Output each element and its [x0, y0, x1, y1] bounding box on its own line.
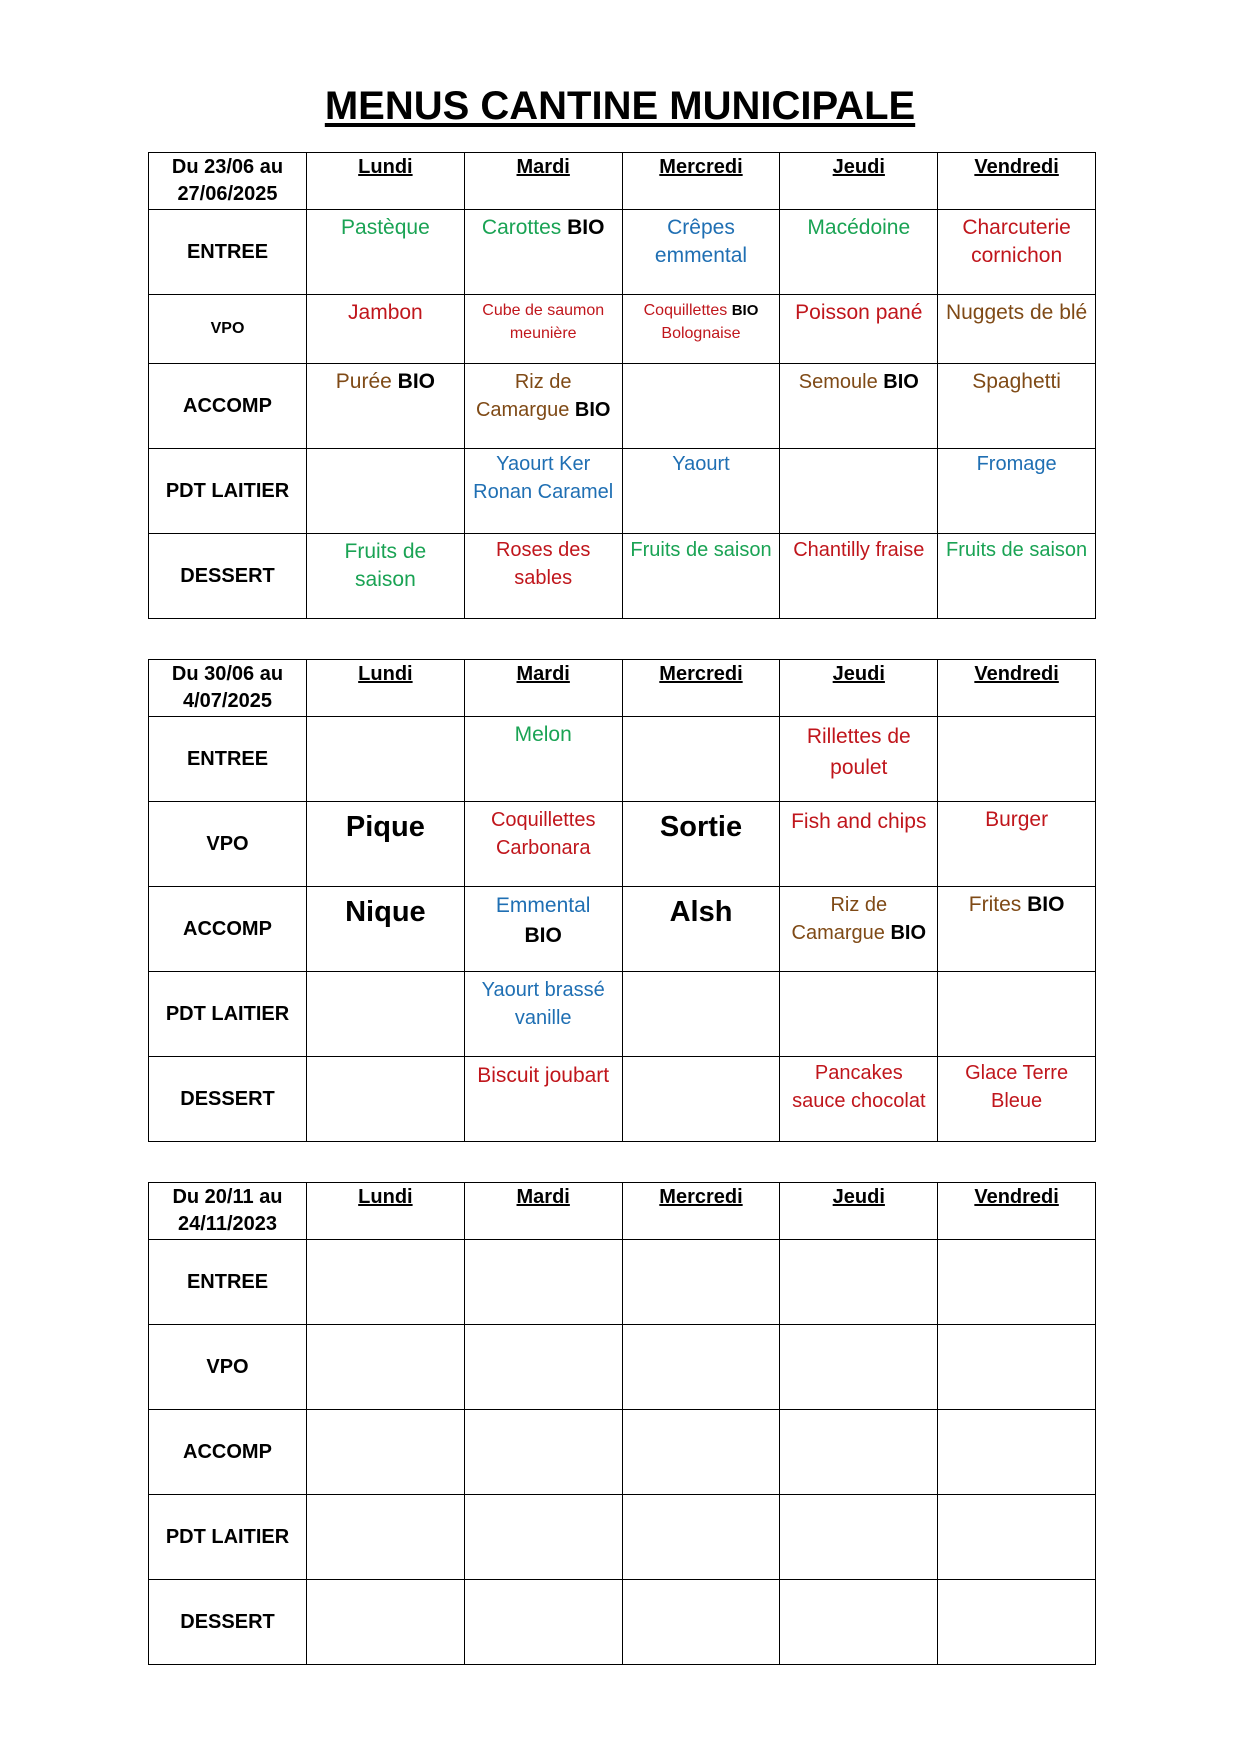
- bio-label: BIO: [731, 302, 759, 319]
- category-label-pdt-laitier: PDT LAITIER: [165, 479, 290, 502]
- row-entree: [149, 210, 1096, 295]
- menu-cell: Nuggets de blé: [945, 301, 1088, 324]
- menu-cell: Melon: [514, 723, 572, 746]
- menu-cell: Fromage: [976, 453, 1057, 475]
- day-header-vendredi: Vendredi: [974, 156, 1059, 178]
- header-row: [149, 153, 1096, 210]
- menu-cell: Spaghetti: [972, 370, 1061, 393]
- category-label-entree: ENTREE: [186, 747, 269, 770]
- category-label-vpo: VPO: [206, 1355, 249, 1378]
- menu-cell: Biscuit joubart: [477, 1064, 610, 1087]
- menu-cell: Roses des sables: [495, 539, 591, 589]
- menu-item-text: Coquillettes: [643, 302, 728, 319]
- menu-table-week2: [148, 659, 1096, 1142]
- week-dates: Du 20/11 au 24/11/2023: [172, 1186, 283, 1235]
- category-label-vpo: VPO: [210, 320, 245, 337]
- bio-label: BIO: [397, 370, 436, 393]
- category-label-dessert: DESSERT: [180, 564, 275, 587]
- menu-cell: Charcuterie cornichon: [962, 216, 1071, 267]
- menu-cell: [938, 887, 1095, 919]
- menu-item-text: Frites: [968, 893, 1022, 916]
- menu-cell: Fish and chips: [791, 810, 927, 833]
- empty-cell: [780, 972, 938, 1057]
- category-label-accomp: ACCOMP: [183, 917, 272, 940]
- menu-cell: [465, 364, 622, 424]
- menu-cell: Cube de saumon meunière: [482, 302, 605, 342]
- menu-cell: [780, 887, 937, 947]
- menu-cell: Pique: [345, 811, 425, 843]
- menu-table-week1: [148, 152, 1096, 619]
- row-entree: [149, 1240, 1096, 1325]
- row-pdt-laitier: [149, 1495, 1096, 1580]
- day-header-mardi: Mardi: [516, 1186, 570, 1208]
- row-dessert: [149, 534, 1096, 619]
- category-label-entree: ENTREE: [186, 240, 269, 263]
- bio-label: BIO: [890, 922, 927, 944]
- menu-cell: Pastèque: [341, 216, 430, 239]
- menu-cell: Jambon: [348, 301, 423, 324]
- empty-cell: [307, 717, 465, 802]
- day-header-jeudi: Jeudi: [832, 1186, 885, 1208]
- menu-item-text: Riz de Camargue: [791, 894, 888, 944]
- menu-cell: Fruits de saison: [630, 539, 772, 561]
- menu-cell: Fruits de saison: [344, 540, 427, 591]
- empty-cell: [622, 972, 780, 1057]
- empty-cell: [307, 449, 465, 534]
- category-label-vpo: VPO: [206, 832, 249, 855]
- row-vpo: [149, 802, 1096, 887]
- row-dessert: [149, 1580, 1096, 1665]
- week-dates: Du 30/06 au 4/07/2025: [171, 663, 284, 712]
- header-row: [149, 660, 1096, 717]
- row-accomp: [149, 887, 1096, 972]
- menu-cell: Burger: [985, 808, 1049, 831]
- day-header-lundi: Lundi: [358, 663, 413, 685]
- empty-cell: [307, 1057, 465, 1142]
- menu-item-text: Riz de Camargue: [475, 371, 572, 421]
- day-header-lundi: Lundi: [358, 1186, 413, 1208]
- row-pdt-laitier: [149, 972, 1096, 1057]
- category-label-dessert: DESSERT: [180, 1610, 275, 1633]
- category-label-pdt-laitier: PDT LAITIER: [165, 1525, 290, 1548]
- bio-label: BIO: [524, 924, 562, 947]
- category-label-entree: ENTREE: [186, 1270, 269, 1293]
- menu-cell: Sortie: [659, 811, 743, 843]
- menu-cell: Pancakes sauce chocolat: [792, 1062, 926, 1112]
- empty-cell: [622, 717, 780, 802]
- menu-cell: Yaourt Ker Ronan Caramel: [473, 453, 614, 503]
- week-dates-cell: [149, 153, 307, 210]
- bio-label: BIO: [883, 371, 919, 393]
- menu-item-text: Carottes: [481, 216, 562, 239]
- menu-cell: Chantilly fraise: [793, 539, 925, 561]
- header-row: [149, 1183, 1096, 1240]
- menu-cell: Yaourt: [672, 453, 730, 475]
- menu-cell: Nique: [345, 896, 426, 928]
- category-label-accomp: ACCOMP: [183, 1440, 272, 1463]
- empty-cell: [780, 449, 938, 534]
- row-vpo: [149, 1325, 1096, 1410]
- menu-cell: [465, 210, 622, 242]
- menu-cell: [623, 295, 780, 345]
- menu-cell: Glace Terre Bleue: [965, 1062, 1069, 1112]
- menu-cell: [780, 364, 937, 396]
- page-title: MENUS CANTINE MUNICIPALE: [324, 84, 916, 128]
- bio-label: BIO: [567, 216, 605, 239]
- menu-item-text: Semoule: [798, 371, 878, 393]
- day-header-mercredi: Mercredi: [659, 1186, 743, 1208]
- row-accomp: [149, 364, 1096, 449]
- day-header-mercredi: Mercredi: [659, 156, 743, 178]
- menu-cell: [307, 364, 464, 396]
- menu-cell: Macédoine: [807, 216, 911, 239]
- bio-label: BIO: [574, 399, 611, 421]
- menu-cell: Rillettes de poulet: [806, 725, 911, 779]
- menu-cell: Yaourt brassé vanille: [481, 979, 605, 1029]
- row-pdt-laitier: [149, 449, 1096, 534]
- menu-cell: Alsh: [669, 896, 733, 928]
- row-entree: [149, 717, 1096, 802]
- menu-item-text: Emmental: [495, 894, 591, 917]
- row-vpo: [149, 295, 1096, 364]
- menu-item-text: Bolognaise: [661, 325, 741, 342]
- day-header-mardi: Mardi: [516, 663, 570, 685]
- empty-cell: [307, 972, 465, 1057]
- day-header-mercredi: Mercredi: [659, 663, 743, 685]
- menu-cell: [465, 887, 622, 951]
- day-header-vendredi: Vendredi: [974, 663, 1059, 685]
- day-header-lundi: Lundi: [358, 156, 413, 178]
- week-dates: Du 23/06 au 27/06/2025: [171, 156, 284, 205]
- empty-cell: [622, 1057, 780, 1142]
- empty-cell: [622, 364, 780, 449]
- empty-cell: [938, 717, 1096, 802]
- category-label-dessert: DESSERT: [180, 1087, 275, 1110]
- menu-item-text: Purée: [335, 370, 392, 393]
- row-dessert: [149, 1057, 1096, 1142]
- row-accomp: [149, 1410, 1096, 1495]
- menu-cell: Crêpes emmental: [654, 216, 748, 267]
- menu-cell: Fruits de saison: [946, 539, 1088, 561]
- category-label-accomp: ACCOMP: [183, 394, 272, 417]
- day-header-jeudi: Jeudi: [832, 663, 885, 685]
- empty-cell: [938, 972, 1096, 1057]
- menu-table-week3: [148, 1182, 1096, 1665]
- menu-cell: Poisson pané: [795, 301, 923, 324]
- menu-cell: Coquillettes Carbonara: [490, 809, 596, 859]
- day-header-jeudi: Jeudi: [832, 156, 885, 178]
- day-header-mardi: Mardi: [516, 156, 570, 178]
- day-header-vendredi: Vendredi: [974, 1186, 1059, 1208]
- bio-label: BIO: [1027, 893, 1065, 916]
- category-label-pdt-laitier: PDT LAITIER: [165, 1002, 290, 1025]
